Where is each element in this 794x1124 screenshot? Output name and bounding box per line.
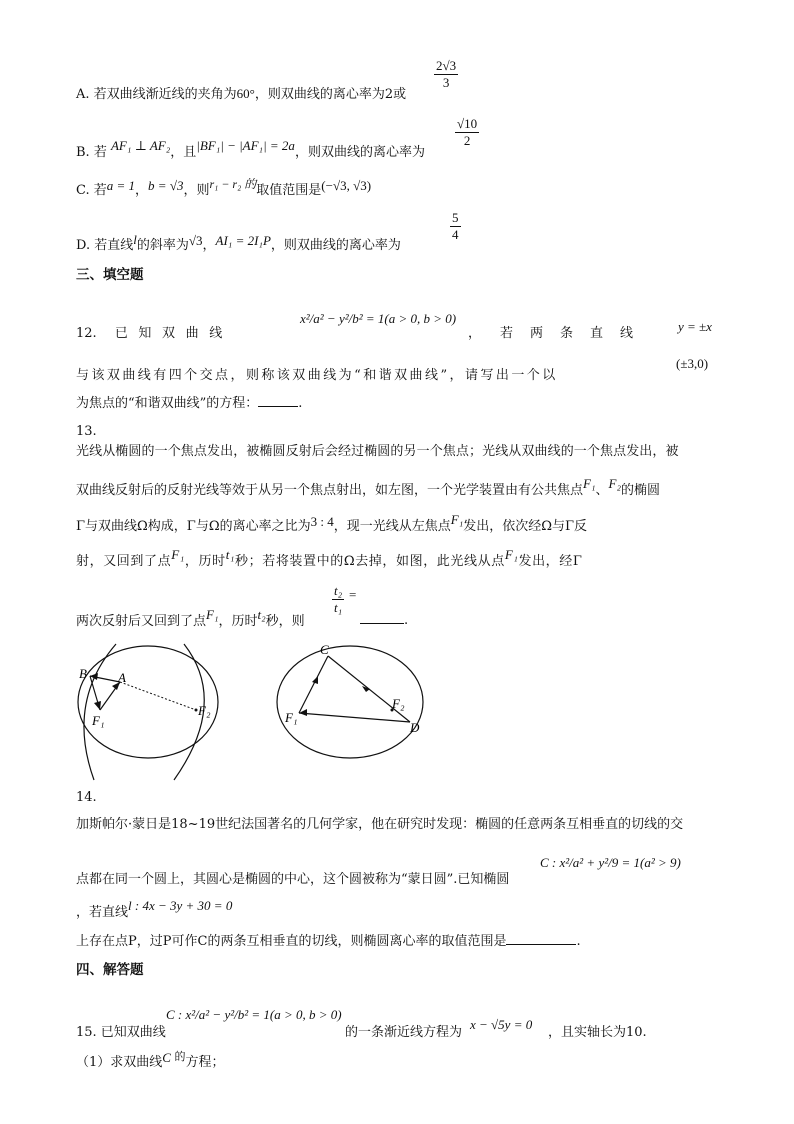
- q12-text-b: 若两条直线: [500, 326, 651, 341]
- q15-sub1-text: （1）求双曲线: [76, 1055, 163, 1070]
- q14-answer-blank[interactable]: [506, 944, 576, 945]
- option-c: [76, 177, 372, 200]
- option-c-a: a = 1: [106, 178, 136, 193]
- q15-sub1-end: 方程；: [185, 1055, 225, 1070]
- option-a-prefix: A. 若双曲线渐近线的夹角为: [76, 87, 237, 102]
- label-f2: F₂: [198, 703, 211, 718]
- label-f1-right: F₁: [285, 710, 298, 725]
- label-f2-right: F₂: [392, 696, 405, 711]
- q12-text-a: 已知双曲线: [114, 326, 233, 341]
- q14-ellipse-equation: C : x²/a² + y²/9 = 1(a² > 9): [540, 855, 681, 870]
- q12-line3: [76, 395, 302, 413]
- option-a-middle: ，则双曲线的离心率为2或: [254, 87, 407, 102]
- q13-answer-blank[interactable]: [360, 623, 404, 624]
- section-3-heading: 三、填空题: [76, 267, 144, 283]
- q15-asymptote: x − √5y = 0: [470, 1017, 533, 1032]
- q14-para3: [76, 898, 233, 922]
- option-c-prefix: C. 若: [76, 183, 107, 198]
- option-c-range: (−√3, √3): [321, 178, 372, 193]
- q13-fraction: [332, 583, 344, 616]
- q14-para4: [76, 933, 581, 951]
- q15-sub1-de: 的: [170, 1050, 186, 1063]
- q12-comma: ，: [468, 326, 482, 341]
- q13-p5-f1: F₁: [206, 607, 219, 622]
- q12-line1: [76, 325, 233, 343]
- option-a-frac-num: 2√3: [436, 58, 457, 73]
- q12-answer-blank[interactable]: [258, 406, 298, 407]
- q13-frac-den: t₁: [334, 600, 343, 615]
- option-d-middle: 的斜率为: [136, 238, 189, 253]
- option-b-frac-den: 2: [463, 133, 471, 148]
- q13-para4: [76, 547, 583, 571]
- q14-number: 14.: [76, 790, 97, 805]
- q15-line1: [76, 1024, 166, 1042]
- q13-p5-then: 秒，则: [265, 614, 305, 629]
- option-b: [76, 138, 425, 162]
- q14-para1: 加斯帕尔·蒙日是18~19世纪法国著名的几何学家，他在研究时发现：椭圆的任意两条互相垂直的切线的交: [76, 817, 684, 832]
- label-b: B: [79, 666, 87, 681]
- q12-end: .: [298, 396, 303, 411]
- figure-right: [272, 642, 432, 782]
- q13-p4-end: 发出，经Γ: [518, 554, 583, 569]
- q12-lines: y = ±x: [678, 319, 712, 334]
- q13-answer: [360, 612, 408, 630]
- q13-p4-mid: 秒；若将装置中的Ω去掉，如图，此光线从点: [235, 554, 505, 569]
- option-c-middle: 取值范围是: [256, 183, 322, 198]
- option-d-frac-den: 4: [452, 227, 459, 242]
- q13-p2-f1: F₁: [583, 476, 596, 491]
- q13-p3-f1: F₁: [450, 512, 464, 527]
- q12-number: 12.: [76, 326, 97, 341]
- q14-end: .: [576, 934, 581, 949]
- q13-p2-dun: 、: [595, 483, 609, 498]
- q13-p4-f1: F₁: [171, 547, 185, 562]
- option-d-fraction: [450, 210, 461, 243]
- q15-sub1: [76, 1050, 225, 1072]
- q13-para5: [76, 607, 305, 631]
- option-b-and: ，且: [170, 145, 197, 160]
- label-a: A: [118, 670, 126, 685]
- q13-p3-text: Γ与双曲线Ω构成，Γ与Ω的离心率之比为: [76, 519, 311, 534]
- q13-t1: t₁: [225, 547, 236, 562]
- label-d: D: [410, 720, 420, 735]
- option-d-condition: AI₁ = 2I₁P: [215, 233, 271, 248]
- figure-left: [74, 642, 234, 782]
- q13-p5-text: 两次反射后又回到了点: [76, 614, 207, 629]
- option-d-frac-num: 5: [452, 210, 459, 225]
- q13-para3: [76, 512, 588, 536]
- q15-number: 15. 已知双曲线: [76, 1025, 166, 1040]
- option-d-line-l: l: [133, 232, 137, 247]
- option-d-comma: ，: [202, 238, 216, 253]
- q14-p4-text: 上存在点P，过P可作C的两条互相垂直的切线，则椭圆离心率的取值范围是: [76, 934, 507, 949]
- q13-p2-text: 双曲线反射后的反射光线等效于从另一个焦点射出，如左图，一个光学装置由有公共焦点: [76, 483, 584, 498]
- option-a-fraction: [434, 58, 458, 91]
- q13-p4-text: 射，又回到了点: [76, 554, 172, 569]
- q13-para2: [76, 476, 660, 500]
- option-c-comma: ，: [135, 183, 149, 198]
- option-b-middle: ，则双曲线的离心率为: [294, 145, 425, 160]
- q13-p3-end: 发出，依次经Ω与Γ反: [463, 519, 588, 534]
- q13-para1: 光线从椭圆的一个焦点发出，被椭圆反射后会经过椭圆的另一个焦点；光线从双曲线的一个焦点发出，被: [76, 444, 679, 459]
- option-b-fraction: [455, 116, 479, 149]
- q14-para2: 点都在同一个圆上，其圆心是椭圆的中心，这个圆被称为“蒙日圆”.已知椭圆: [76, 872, 510, 887]
- q12-hyperbola-equation: x²/a² − y²/b² = 1(a > 0, b > 0): [300, 311, 457, 326]
- hyperbola-left-branch: [84, 644, 116, 780]
- section-4-heading: 四、解答题: [76, 962, 144, 978]
- q13-frac-num: t₂: [334, 583, 343, 598]
- dashed-a-to-f2: [120, 682, 196, 710]
- q13-number: 13.: [76, 424, 97, 439]
- label-f1: F₁: [92, 713, 105, 728]
- q12-focus: (±3,0): [676, 356, 709, 371]
- option-a-frac-den: 3: [442, 75, 450, 90]
- label-c: C: [320, 642, 329, 657]
- q15-end: ，且实轴长为10.: [548, 1025, 647, 1040]
- arrow-f1-c: [312, 676, 318, 684]
- q15-middle: 的一条渐近线方程为: [345, 1025, 463, 1040]
- q13-p4-took: ，历时: [184, 554, 226, 569]
- q13-ratio: 3 : 4: [310, 514, 334, 529]
- option-a: [76, 85, 406, 104]
- q13-p4-f1b: F₁: [504, 547, 519, 562]
- option-a-angle: 60°: [236, 86, 255, 101]
- option-c-expr: r₁ − r₂ 的: [209, 177, 257, 191]
- option-b-frac-num: √10: [457, 116, 478, 131]
- q13-p5-took: ，历时: [218, 614, 258, 629]
- option-b-perp: AF₁ ⊥ AF₂: [110, 138, 171, 153]
- option-b-condition: |BF₁| − |AF₁| = 2a: [196, 138, 295, 153]
- q14-p3-text: ，若直线: [76, 905, 129, 920]
- arrow-b-f1: [94, 701, 101, 710]
- q13-t2: t₂: [257, 607, 266, 622]
- q13-equals: =: [349, 587, 357, 602]
- q13-p3-mid: ，现一光线从左焦点: [333, 519, 451, 534]
- q15-c: C: [162, 1050, 171, 1065]
- option-c-then: ，则: [183, 183, 210, 198]
- option-b-prefix: B. 若: [76, 145, 107, 160]
- q12-line2: 与该双曲线有四个交点，则称该双曲线为“和谐双曲线”，请写出一个以: [76, 368, 558, 383]
- ray-d-to-f1: [299, 713, 410, 722]
- ray-f1-to-c: [299, 656, 328, 713]
- option-d-slope: √3: [188, 233, 203, 248]
- q12-text-c: 为焦点的“和谐双曲线”的方程：: [76, 396, 259, 411]
- option-c-b: b = √3: [148, 178, 184, 193]
- q14-line: l : 4x − 3y + 30 = 0: [128, 898, 233, 913]
- q13-p2-f2: F₂: [608, 476, 621, 491]
- q13-end: .: [404, 613, 409, 628]
- option-d: [76, 232, 401, 255]
- option-d-prefix: D. 若直线: [76, 238, 134, 253]
- q15-equation: C : x²/a² − y²/b² = 1(a > 0, b > 0): [166, 1007, 342, 1022]
- option-d-end: ，则双曲线的离心率为: [270, 238, 401, 253]
- q13-p2-end: 的椭圆: [620, 483, 660, 498]
